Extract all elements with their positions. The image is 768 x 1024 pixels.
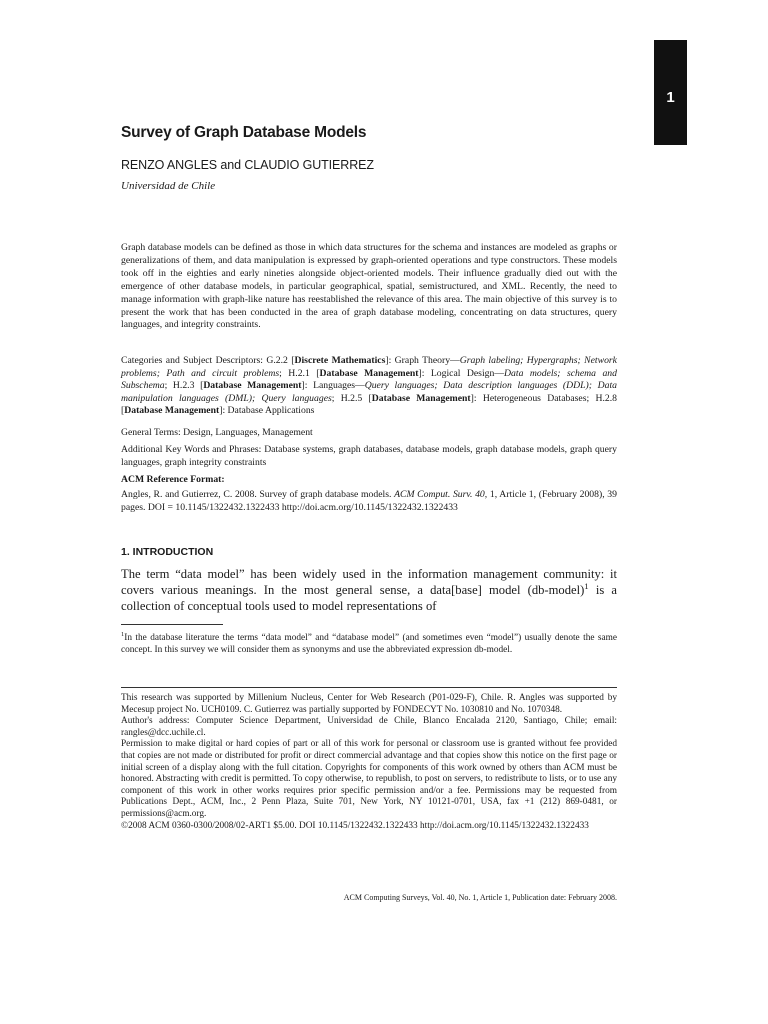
acm-reference-text: 1, Article 1, (February 2008), 39 pages. DOI = 10.1145/1322432.1322433 http://doi.acm.org/10.1145/1322432.1322433 [121, 489, 617, 513]
ccs-label: Categories and Subject Descriptors: G.2.2 [ [121, 355, 295, 366]
footnote [121, 632, 617, 656]
ccs-text: ; H.2.3 [ [164, 380, 204, 391]
ccs-descriptor: Database Management [203, 380, 302, 391]
journal-footer: ACM Computing Surveys, Vol. 40, No. 1, Article 1, Publication date: February 2008. [343, 893, 617, 902]
affiliation: Universidad de Chile [121, 180, 216, 192]
ccs-descriptor: Database Management [319, 367, 419, 379]
acm-reference [121, 489, 617, 514]
funding-note: This research was supported by Millenium Nucleus, Center for Web Research (P01-029-F), Chile. R. Angles was supported by Mecesup project No. UCH0109. C. Gutierrez was partially supported by FONDECYT No. 1030810 and No. 1070348. [121, 693, 617, 715]
authors: RENZO ANGLES and CLAUDIO GUTIERREZ [121, 158, 374, 172]
introduction-paragraph [121, 566, 617, 614]
ccs-text: ]: Languages— [301, 380, 365, 391]
keywords: Additional Key Words and Phrases: Database systems, graph databases, database models, graph database models, graph query languages, graph integrity constraints [121, 444, 617, 468]
paper-title: Survey of Graph Database Models [121, 124, 367, 141]
ccs-descriptor: Discrete Mathematics [294, 355, 386, 366]
footnote-marker: 1 [121, 630, 125, 638]
ccs-text: ; H.2.1 [ [279, 367, 320, 379]
legal-divider [121, 687, 617, 688]
ccs-descriptor: Database Management [371, 392, 471, 404]
copyright-line: ©2008 ACM 0360-0300/2008/02-ART1 $5.00. DOI 10.1145/1322432.1322433 http://doi.acm.org/10.1145/1322432.1322433 [121, 820, 589, 831]
ccs-text: ]: Heterogeneous Databases; H.2.8 [ [121, 392, 617, 416]
ccs-text: ; H.2.5 [ [331, 392, 372, 404]
footnote-marker: 1 [584, 580, 589, 591]
page-number: 1 [666, 89, 675, 106]
categories-descriptors [121, 355, 617, 418]
acm-reference-heading: ACM Reference Format: [121, 474, 225, 485]
acm-reference-journal: ACM Comput. Surv. 40, [394, 489, 488, 500]
ccs-text: ]: Logical Design— [418, 367, 505, 379]
section-heading-introduction: 1. INTRODUCTION [121, 546, 214, 558]
intro-text: The term “data model” has been widely used in the information management community: it covers various meanings. In the most general sense, a data[base] model (db-model) [121, 567, 617, 597]
ccs-text: ]: Database Applications [219, 405, 315, 416]
abstract: Graph database models can be defined as those in which data structures for the schema and instances are modeled as graphs or generalizations of them, and data manipulation is expressed by graph-oriented operations and type constructors. These models took off in the eighties and early nineties alongside object-oriented models. Their influence gradually died out with the emergence of other database models, in particular geographical, spatial, semistructured, and XML. Recently, the need to manage information with graph-like nature has reestablished the relevance of this area. The main objective of this survey is to present the work that has been conducted in the area of graph database modeling, concentrating on data structures, query languages, and integrity constraints. [121, 242, 617, 331]
acm-reference-text: Angles, R. and Gutierrez, C. 2008. Survey of graph database models. [121, 489, 395, 500]
footnote-rule [121, 624, 223, 625]
ccs-subject: Data models; schema and Subschema [121, 367, 617, 391]
general-terms: General Terms: Design, Languages, Management [121, 427, 313, 438]
footnote-text: In the database literature the terms “data model” and “database model” (and sometimes even “model”) usually denote the same concept. In this survey we will consider them as synonyms and use the abbreviated expression db-model. [121, 633, 617, 655]
ccs-descriptor: Database Management [124, 405, 220, 416]
ccs-text: ]: Graph Theory— [385, 355, 460, 366]
ccs-subject: Graph labeling; Hypergraphs; Network problems; Path and circuit problems [121, 355, 617, 379]
permission-notice: Permission to make digital or hard copies of part or all of this work for personal or classroom use is granted without fee provided that copies are not made or distributed for profit or direct commercial advantage and that copies show this notice on the first page or initial screen of a display along with the full citation. Copyrights for components of this work owned by others than ACM must be honored. Abstracting with credit is permitted. To copy otherwise, to republish, to post on servers, to redistribute to lists, or to use any component of this work in other works requires prior specific permission and/or a fee. Permissions may be requested from Publications Dept., ACM, Inc., 2 Penn Plaza, Suite 701, New York, NY 10121-0701, USA, fax +1 (212) 869-0481, or permissions@acm.org. [121, 739, 617, 819]
legal-notice [121, 693, 617, 832]
ccs-subject: Query languages; Data description languages (DDL); Data manipulation languages (DML); Query languages [121, 380, 617, 404]
intro-text: is a collection of conceptual tools used to model representations of [121, 583, 617, 613]
page-number-tab [654, 40, 687, 145]
author-address: Author's address: Computer Science Department, Universidad de Chile, Blanco Encalada 2120, Santiago, Chile; email: rangles@dcc.uchile.cl. [121, 716, 617, 738]
